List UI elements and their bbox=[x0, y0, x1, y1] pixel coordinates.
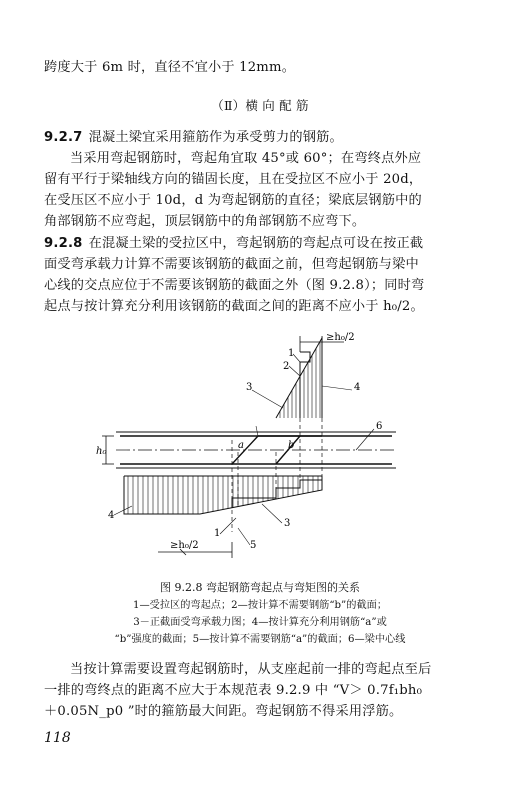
clause-9-2-8 bbox=[44, 234, 484, 254]
paragraph-line: 起点与按计算充分利用该钢筋的截面之间的距离不应小于 h₀/2。 bbox=[44, 299, 424, 314]
paragraph-line: 角部钢筋不应弯起，顶层钢筋中的角部钢筋不应弯下。 bbox=[44, 214, 366, 229]
paragraph-line: 当按计算需要设置弯起钢筋时，从支座起前一排的弯起点至后 bbox=[70, 662, 432, 677]
clause-number: 9.2.8 bbox=[44, 236, 83, 251]
h0-label: h₀ bbox=[96, 446, 107, 457]
label-a: a bbox=[238, 440, 244, 451]
label-4-bottom: 4 bbox=[108, 510, 115, 521]
top-line: 跨度大于 6m 时，直径不宜小于 12mm。 bbox=[44, 60, 296, 75]
paragraph-line: 面受弯承载力计算不需要该钢筋的截面之前，但弯起钢筋与梁中 bbox=[44, 257, 419, 272]
paragraph-line: 当采用弯起钢筋时，弯起角宜取 45°或 60°；在弯终点外应 bbox=[70, 151, 422, 166]
figure-caption-title: 图 9.2.8 弯起钢筋弯起点与弯矩图的关系 bbox=[160, 581, 360, 594]
paragraph-line: ＋0.05N_p0 ”时的箍筋最大间距。弯起钢筋不得采用浮筋。 bbox=[44, 704, 403, 719]
label-3-bottom: 3 bbox=[284, 518, 291, 529]
paragraph-line: 一排的弯终点的距离不应大于本规范表 9.2.9 中 “V＞ 0.7f₁bh₀ bbox=[44, 683, 423, 698]
figure-caption-line: 1—受拉区的弯起点；2—按计算不需要钢筋“b”的截面； bbox=[132, 600, 388, 611]
h0-dimension bbox=[96, 436, 114, 464]
clause-9-2-7 bbox=[44, 128, 484, 148]
label-4-top: 4 bbox=[354, 382, 361, 393]
bottom-dimension bbox=[158, 540, 232, 558]
clause-number: 9.2.7 bbox=[44, 130, 83, 145]
label-5: 5 bbox=[250, 540, 257, 551]
section-title: （Ⅱ）横 向 配 筋 bbox=[211, 98, 309, 113]
label-2-top: 2 bbox=[283, 361, 290, 372]
figure-caption-line: 3－正截面受弯承载力图；4—按计算充分利用钢筋“a”或 bbox=[133, 617, 387, 628]
clause-text: 混凝土梁宜采用箍筋作为承受剪力的钢筋。 bbox=[88, 130, 343, 145]
label-1-bottom: 1 bbox=[214, 528, 221, 539]
section-lines bbox=[232, 418, 322, 532]
bottom-moment-diagram bbox=[124, 473, 322, 518]
label-3-top: 3 bbox=[246, 382, 253, 393]
label-1-top: 1 bbox=[288, 348, 295, 359]
label-b: b bbox=[288, 440, 295, 451]
figure-9-2-8 bbox=[0, 328, 520, 578]
paragraph-line: 心线的交点应位于不需要该钢筋的截面之外（图 9.2.8）；同时弯 bbox=[44, 278, 425, 293]
paragraph-line: 在受压区不应小于 10d，d 为弯起钢筋的直径；梁底层钢筋中的 bbox=[44, 193, 422, 208]
page-number: 118 bbox=[44, 730, 71, 746]
beam bbox=[116, 426, 396, 468]
figure-caption-line: “b”强度的截面；5—按计算不需要钢筋“a”的截面；6—梁中心线 bbox=[114, 634, 406, 645]
paragraph-line: 留有平行于梁轴线方向的锚固长度，且在受拉区不应小于 20d， bbox=[44, 172, 423, 187]
clause-text: 在混凝土梁的受拉区中，弯起钢筋的弯起点可设在按正截 bbox=[88, 236, 424, 251]
dim-top-label: ≥h₀/2 bbox=[326, 332, 355, 343]
label-6: 6 bbox=[376, 421, 383, 432]
top-dimension bbox=[300, 332, 355, 352]
dim-bottom-label: ≥h₀/2 bbox=[170, 540, 199, 551]
